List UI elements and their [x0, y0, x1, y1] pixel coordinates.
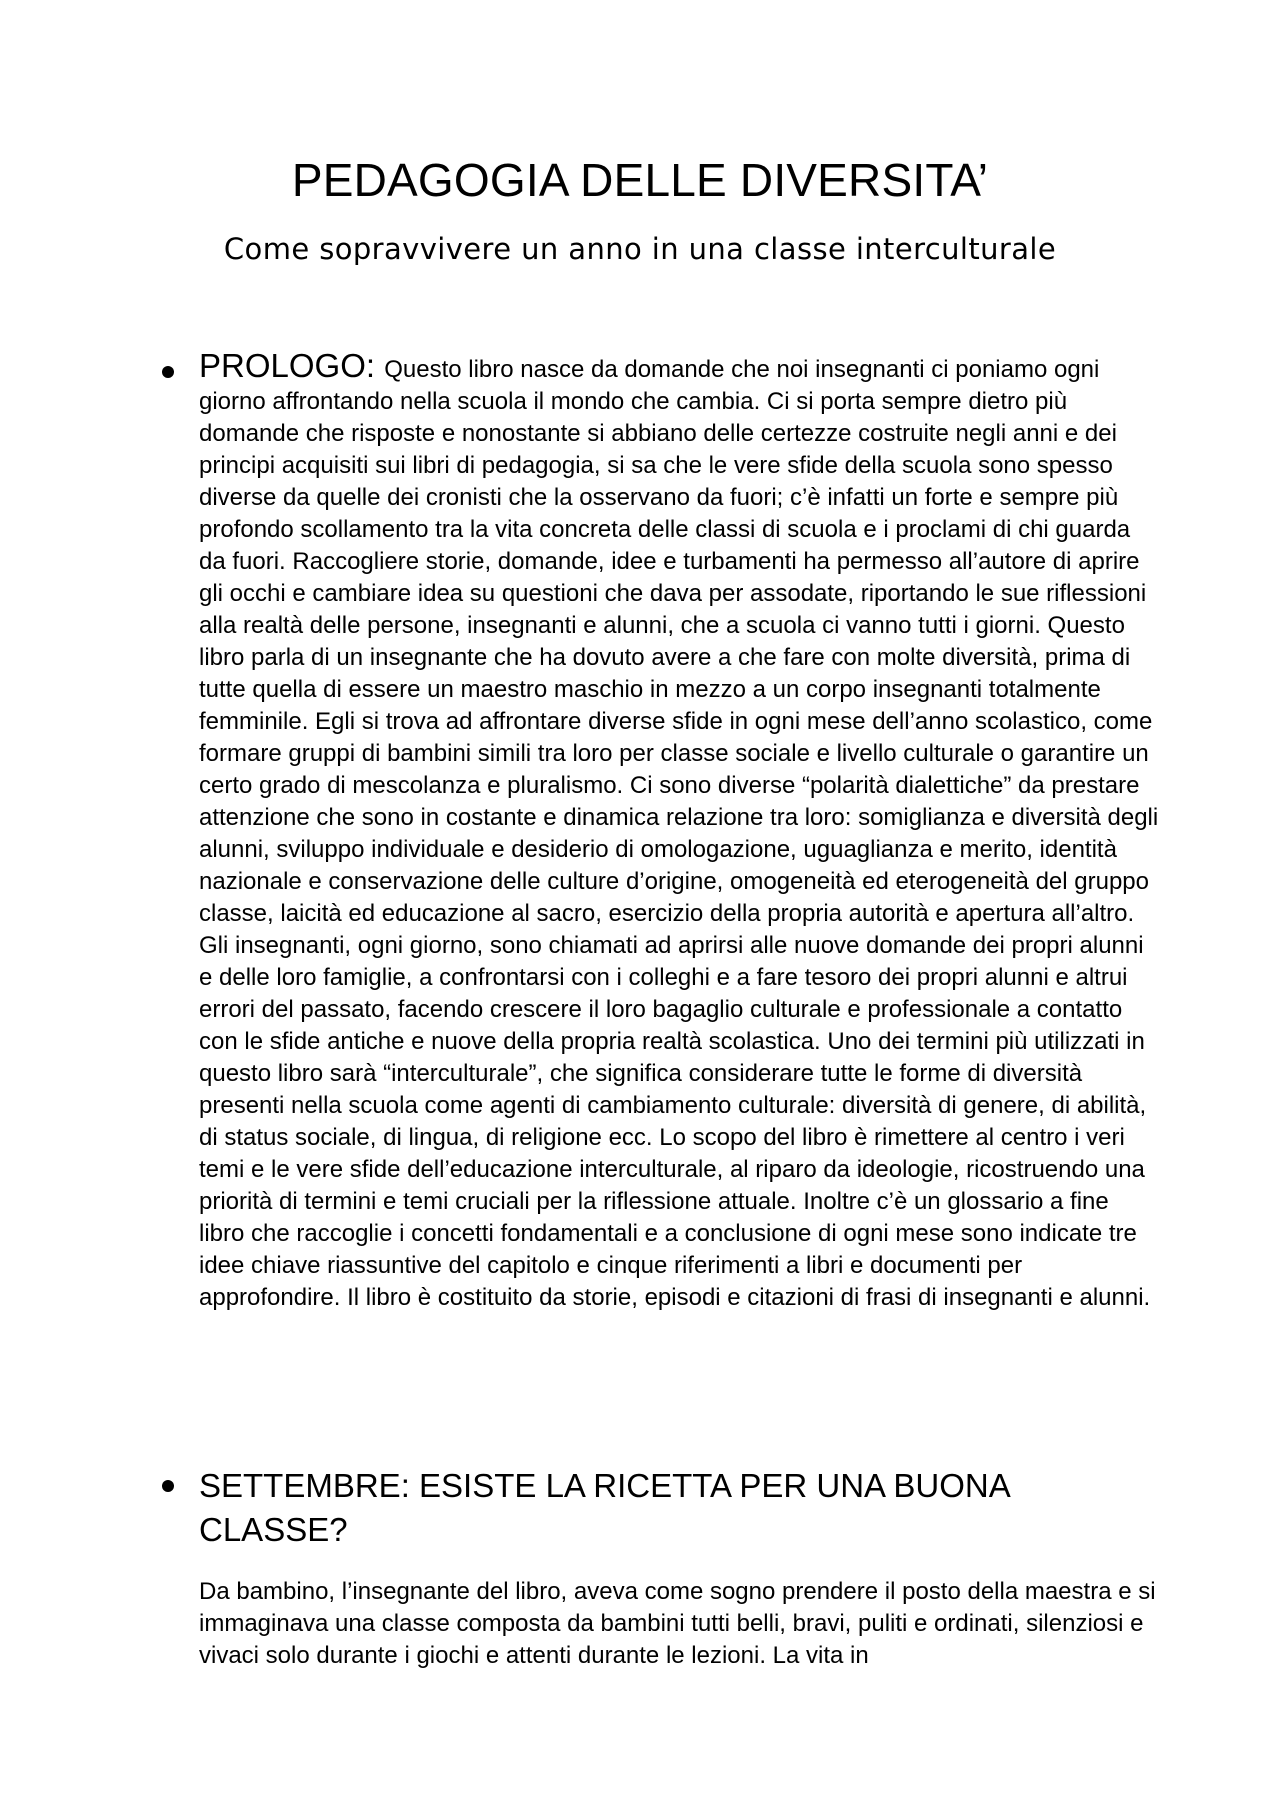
- document-title: PEDAGOGIA DELLE DIVERSITA’: [291, 154, 989, 206]
- section-text: Questo libro nasce da domande che noi insegnanti ci poniamo ogni giorno affrontando nella scuola il mondo che cambia. Ci si porta sempre dietro più domande che risposte e nonostante si abbiano delle certezze costruite negli anni e dei principi acquisiti sui libri di pedagogia, si sa che le vere sfide della scuola sono spesso diverse da quelle dei cronisti che la osservano da fuori; c’è infatti un forte e sempre più profondo scollamento tra la vita concreta delle classi di scuola e i proclami di chi guarda da fuori. Raccogliere storie, domande, idee e turbamenti ha permesso all’autore di aprire gli occhi e cambiare idea su questioni che dava per assodate, riportando le sue riflessioni alla realtà delle persone, insegnanti e alunni, che a scuola ci vanno tutti i giorni. Questo libro parla di un insegnante che ha dovuto avere a che fare con molte diversità, prima di tutte quella di essere un maestro maschio in mezzo a un corpo insegnanti totalmente femminile. Egli si trova ad affrontare diverse sfide in ogni mese dell’anno scolastico, come formare gruppi di bambini simili tra loro per classe sociale e livello culturale o garantire un certo grado di mescolanza e pluralismo. Ci sono diverse “polarità dialettiche” da prestare attenzione che sono in costante e dinamica relazione tra loro: somiglianza e diversità degli alunni, sviluppo individuale e desiderio di omologazione, uguaglianza e merito, identità nazionale e conservazione delle culture d’origine, omogeneità ed eterogeneità del gruppo classe, laicità ed educazione al sacro, esercizio della propria autorità e apertura all’altro. Gli insegnanti, ogni giorno, sono chiamati ad aprirsi alle nuove domande dei propri alunni e delle loro famiglie, a confrontarsi con i colleghi e a fare tesoro dei propri alunni e altrui errori del passato, facendo crescere il loro bagaglio culturale e professionale a contatto con le sfide antiche e nuove della propria realtà scolastica. Uno dei termini più utilizzati in questo libro sarà “interculturale”, che significa considerare tutte le forme di diversità presenti nella scuola come agenti di cambiamento culturale: diversità di genere, di abilità, di status sociale, di lingua, di religione ecc. Lo scopo del libro è rimettere al centro i veri temi e le vere sfide dell’educazione interculturale, al riparo da ideologie, ricostruendo una priorità di termini e temi cruciali per la riflessione attuale. Inoltre c’è un glossario a fine libro che raccoglie i concetti fondamentali e a conclusione di ogni mese sono indicate tre idee chiave riassuntive del capitolo e cinque riferimenti a libri e documenti per approfondire. Il libro è costituito da storie, episodi e citazioni di frasi di insegnanti e alunni.: [199, 356, 1159, 1311]
- bullet-icon: [162, 366, 174, 378]
- document-subtitle: Come sopravvivere un anno in una classe interculturale: [223, 232, 1057, 266]
- bullet-icon: [162, 1480, 174, 1492]
- section-heading: SETTEMBRE: ESISTE LA RICETTA PER UNA BUONA CLASSE?: [199, 1467, 1009, 1548]
- section-heading: PROLOGO:: [199, 347, 385, 384]
- section-text: Da bambino, l’insegnante del libro, aveva come sogno prendere il posto della maestra e si immaginava una classe composta da bambini tutti belli, bravi, puliti e ordinati, silenziosi e vivaci solo durante i giochi e attenti durante le lezioni. La vita in: [199, 1578, 1156, 1669]
- section-prologo: [199, 347, 1159, 1314]
- section-settembre: [199, 1464, 1159, 1552]
